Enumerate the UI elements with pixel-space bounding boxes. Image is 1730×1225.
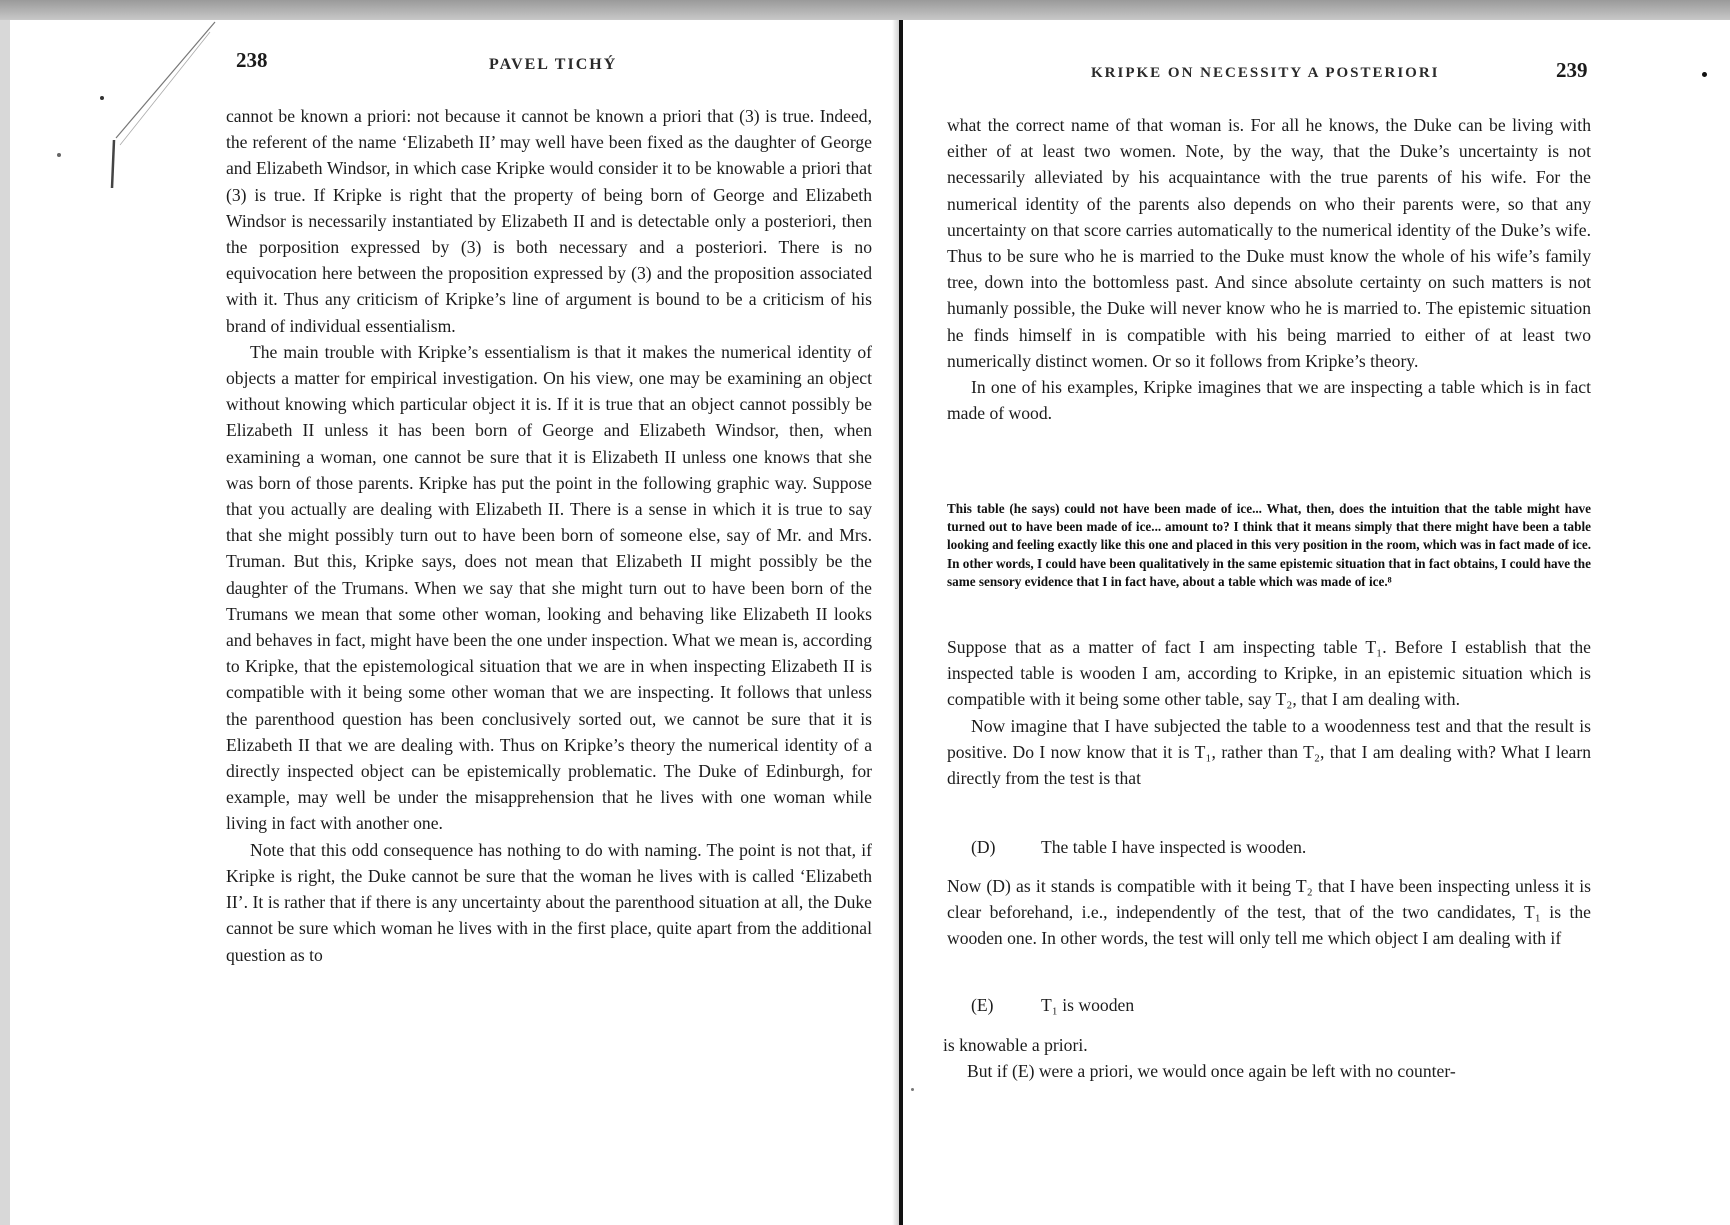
statement-text: T₁ is wooden	[1041, 995, 1135, 1015]
paragraph: The main trouble with Kripke’s essentialism is that it makes the numerical identity of objects a matter for empirical investigation. On his view, one may be examining an object without knowing which particular object it is. If it is true that an object cannot possibly be Elizabeth II unless it has been born of George and Elizabeth Windsor, then, when examining a woman, one cannot be sure that it is Elizabeth II unless one knows that she was born of those parents. Kripke has put the point in the following graphic way. Suppose that you actually are dealing with Elizabeth II. There is a sense in which it is true to say that she might possibly turn out to have been born of someone else, say of Mr. and Mrs. Truman. But this, Kripke says, does not mean that Elizabeth II might possibly be the daughter of the Trumans. When we say that she might turn out to have been born of the Trumans we mean that some other woman, looking and behaving like Elizabeth II looks and behaves in fact, might have been the one under inspection. What we mean is, according to Kripke, that the epistemological situation that we are in when inspecting Elizabeth II is compatible with it being some other woman that we are inspecting. It follows that unless the parenthood question has been conclusively sorted out, we cannot be sure that it is Elizabeth II that we are dealing with. Thus on Kripke’s theory the numerical identity of a directly inspected object can be epistemically problematic. The Duke of Edinburgh, for example, may well be under the misapprehension that he lives with one woman while living in fact with another one.	[226, 341, 872, 834]
page-number: 238	[236, 48, 268, 72]
paragraph: In one of his examples, Kripke imagines that we are inspecting a table which is in fact made of wood.	[947, 377, 1591, 424]
page-crease-mark	[100, 20, 220, 190]
body-text	[947, 634, 1591, 791]
right-page	[903, 0, 1730, 1225]
body-text	[947, 112, 1591, 426]
running-head: PAVEL TICHÝ	[489, 56, 618, 73]
block-quote	[947, 500, 1591, 591]
paragraph: is knowable a priori.	[943, 1035, 1088, 1055]
statement-e	[971, 992, 1134, 1018]
margin-dot	[100, 96, 104, 100]
running-head: KRIPKE ON NECESSITY A POSTERIORI	[1091, 65, 1440, 81]
paragraph: But if (E) were a priori, we would once again be left with no counter-	[967, 1061, 1456, 1082]
statement-text: The table I have inspected is wooden.	[1041, 837, 1307, 857]
quote-text: This table (he says) could not have been made of ice... What, then, does the intuition that the table might have turned out to have been made of ice... amount to? I think that it means simply that there might have been a table looking and feeling exactly like this one and placed in this very position in the room, which was in fact made of ice. In other words, I could have been qualitatively in the same epistemic situation that in fact obtains, I could have the same sensory evidence that I in fact have, about a table which was made of ice.⁸	[947, 501, 1591, 589]
paragraph: Suppose that as a matter of fact I am inspecting table T₁. Before I establish that the inspected table is wooden I am, according to Kripke, in an epistemic situation which is compatible with it being some other table, say T₂, that I am dealing with.	[947, 637, 1591, 710]
body-text	[947, 873, 1591, 952]
paragraph: Now imagine that I have subjected the table to a woodenness test and that the result is positive. Do I now know that it is T₁, rather than T₂, that I am dealing with? What I learn directly from the test is that	[947, 715, 1591, 789]
gutter-shadow	[892, 20, 899, 1225]
margin-dot	[1702, 72, 1707, 77]
paragraph: cannot be known a priori: not because it cannot be known a priori that (3) is true. Indeed, the referent of the name ‘Elizabeth II’ may well have been fixed as the daughter of George and Elizabeth Windsor, in which case Kripke would consider it to be knowable a priori that (3) is true. If Kripke is right that the property of being born of George and Elizabeth Windsor is necessarily instantiated by Elizabeth II and is detectable only a posteriori, then the porposition expressed by (3) is both necessary and a posteriori. There is no equivocation here between the proposition expressed by (3) and the proposition associated with it. Thus any criticism of Kripke’s line of argument is bound to be a criticism of his brand of individual essentialism.	[226, 106, 872, 336]
margin-dot	[57, 153, 61, 157]
statement-d	[971, 834, 1306, 860]
page-number: 239	[1556, 58, 1588, 82]
statement-label: (D)	[971, 837, 996, 857]
body-text	[943, 1032, 1591, 1084]
margin-dot	[911, 1088, 914, 1091]
statement-label: (E)	[971, 995, 994, 1015]
paragraph: what the correct name of that woman is. For all he knows, the Duke can be living with either of at least two women. Note, by the way, that the Duke’s uncertainty is not necessarily alleviated by his acquaintance with the true parents of his wife. For the numerical identity of the parents also depends on who their parents were, so that any uncertainty on that score carries automatically to the numerical identity of the Duke’s wife. Thus to be sure who he is married to the Duke must know the whole of his wife’s family tree, down into the bottomless past. And since absolute certainty on such matters is not humanly possible, the Duke will never know who he is married to. The epistemic situation he finds himself in is compatible with his being married to either of at least two numerically distinct women. Or so it follows from Kripke’s theory.	[947, 115, 1591, 371]
body-text	[226, 103, 872, 968]
paragraph: Note that this odd consequence has nothing to do with naming. The point is not that, if Kripke is right, the Duke cannot be sure that the woman he lives with is called ‘Elizabeth II’. It is rather that if there is any uncertainty about the parenthood situation at all, the Duke cannot be sure which woman he lives with in the first place, quite apart from the additional question as to	[226, 839, 872, 965]
paragraph: Now (D) as it stands is compatible with it being T₂ that I have been inspecting unless it is clear beforehand, i.e., independently of the test, that of the two candidates, T₁ is the wooden one. In other words, the test will only tell me which object I am dealing with if	[947, 876, 1591, 949]
